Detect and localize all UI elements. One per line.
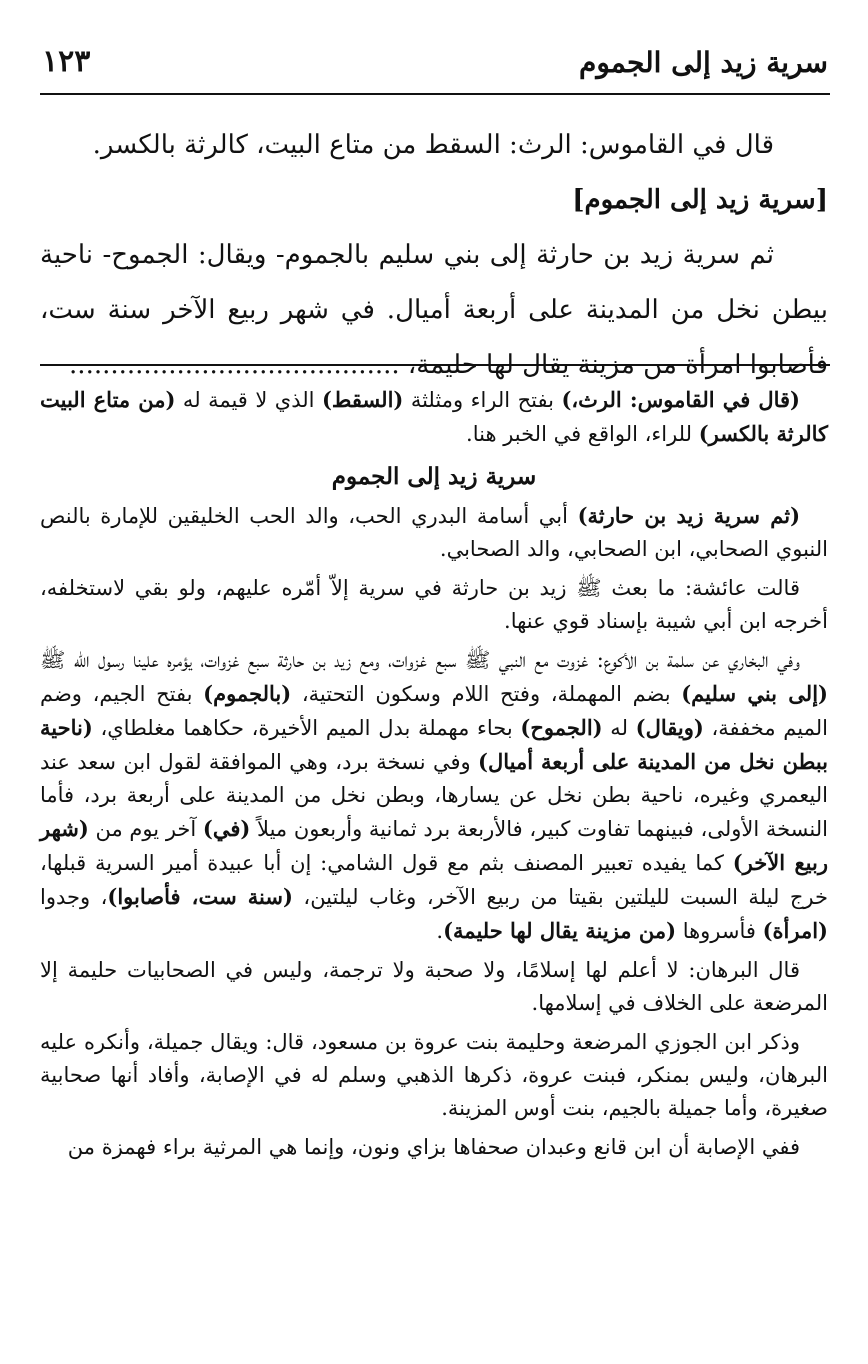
quoted-text: (قال في القاموس: الرث،)	[561, 387, 800, 412]
commentary-text-run: أبي أسامة البدري الحب، والد الحب الخليقين للإمارة بالنص النبوي الصحابي، ابن الصحابي، والد الصحابي.	[40, 504, 828, 561]
commentary-paragraph-zayd	[40, 499, 828, 566]
main-paragraph-sariya: ثم سرية زيد بن حارثة إلى بني سليم بالجموم- ويقال: الجموح- ناحية بيطن نخل من المدينة على أربعة أميال. في شهر ربيع الآخر سنة ست، فأصابوا امرأة من مزينة يقال لها حليمة، ........................................	[40, 240, 828, 380]
commentary-paragraph-qamus	[40, 383, 828, 451]
commentary-text-run: آخر يوم من	[88, 817, 203, 841]
commentary-text-run: فأسروها	[676, 919, 763, 943]
commentary-text-run: ، وجدوا	[40, 885, 108, 909]
commentary-paragraph-jawzi: وذكر ابن الجوزي المرضعة وحليمة بنت عروة بن مسعود، قال: ويقال جميلة، وأنكره عليه البرهان، وليس بمنكر، فبنت عروة، ذكرها الذهبي وسلم له في الإصابة، وأفاد أنها صحابية صغيرة، وأما جميلة بالجيم، بنت أوس المزينة.	[40, 1030, 828, 1120]
footnote-separator	[40, 364, 830, 366]
quoted-text: (سنة ست، فأصابوا)	[107, 884, 293, 909]
commentary-text-run: وفي البخاري عن سلمة بن الأكوع: غزوت مع النبي ﷺ سبع غزوات، ومع زيد بن حارثة سبع غزوات، يؤمره علينا رسول الله ﷺ	[40, 648, 800, 672]
quoted-text: (بالجموم)	[203, 681, 292, 706]
quoted-text: (من مزينة يقال لها حليمة)	[443, 918, 677, 943]
page-number: ١٢٣	[42, 44, 91, 79]
commentary-text-run: الذي لا قيمة له	[175, 388, 322, 412]
quoted-text: (ويقال)	[635, 715, 704, 740]
commentary-paragraph-burhan: قال البرهان: لا أعلم لها إسلامًا، ولا صحبة ولا ترجمة، وليس في الصحابيات حليمة إلا المرضعة على الخلاف في إسلامها.	[40, 958, 828, 1015]
running-title: سرية زيد إلى الجموم	[579, 46, 828, 79]
main-text	[40, 118, 828, 393]
commentary-paragraph-aisha: قالت عائشة: ما بعث ﷺ زيد بن حارثة في سرية إلاّ أمّره عليهم، ولو بقي لاستخلفه، أخرجه ابن أبي شيبة بإسناد قوي عنها.	[40, 576, 828, 633]
quoted-text: (إلى بني سليم)	[681, 681, 828, 706]
commentary-text-run: بفتح الراء ومثلثة	[403, 388, 562, 412]
commentary-text-run: للراء، الواقع في الخبر هنا.	[466, 422, 699, 446]
quoted-text: (من متاع البيت كالرثة بالكسر)	[40, 387, 828, 446]
commentary-text-run: وفي نسخة برد، وهي الموافقة لقول ابن سعد عند اليعمري وغيره، ناحية بطن نخل عن يسارها، وبطن نخل من المدينة على أربعة برد، فأما النسخة الأولى، فبينهما تفاوت كبير، فالأربعة برد ثمانية وأربعون ميلاً	[40, 750, 828, 841]
quoted-text: (في)	[202, 816, 251, 841]
page-header	[42, 40, 828, 88]
quoted-text: (ناحية ببطن نخل من المدينة على أربعة أميال)	[40, 715, 828, 774]
commentary-text-run: بفتح الجيم، وضم الميم مخففة،	[40, 682, 828, 740]
quoted-text: (الجموح)	[520, 715, 603, 740]
commentary-text-run: بحاء مهملة بدل الميم الأخيرة، حكاهما مغلطاي،	[92, 716, 521, 740]
commentary-text	[40, 383, 828, 1164]
header-rule	[40, 93, 830, 95]
quoted-text: (ثم سرية زيد بن حارثة)	[577, 503, 801, 528]
quoted-text: (السقط)	[321, 387, 404, 412]
commentary-paragraph-isaba: ففي الإصابة أن ابن قانع وعبدان صحفاها بزاي ونون، وإنما هي المرثية براء فهمزة من	[67, 1135, 800, 1159]
commentary-text-run: له	[602, 716, 636, 740]
commentary-text-run: .	[436, 919, 444, 943]
main-paragraph-qamus: قال في القاموس: الرث: السقط من متاع البيت، كالرثة بالكسر.	[92, 130, 774, 160]
quoted-text: (امرأة)	[762, 918, 828, 943]
commentary-text-run: بضم المهملة، وفتح اللام وسكون التحتية،	[291, 682, 682, 706]
commentary-text-run: كما يفيده تعبير المصنف بثم مع قول الشامي: إن أبا عبيدة أمير السرية قبلها، خرج ليلة السبت لليلتين بقيتا من ربيع الآخر، وغاب ليلتين،	[40, 851, 829, 909]
commentary-sub-heading: سرية زيد إلى الجموم	[331, 463, 537, 490]
quoted-text: (شهر ربيع الآخر)	[40, 816, 828, 875]
commentary-paragraph-bukhari	[40, 644, 828, 948]
section-heading: [سرية زيد إلى الجموم]	[572, 185, 828, 215]
